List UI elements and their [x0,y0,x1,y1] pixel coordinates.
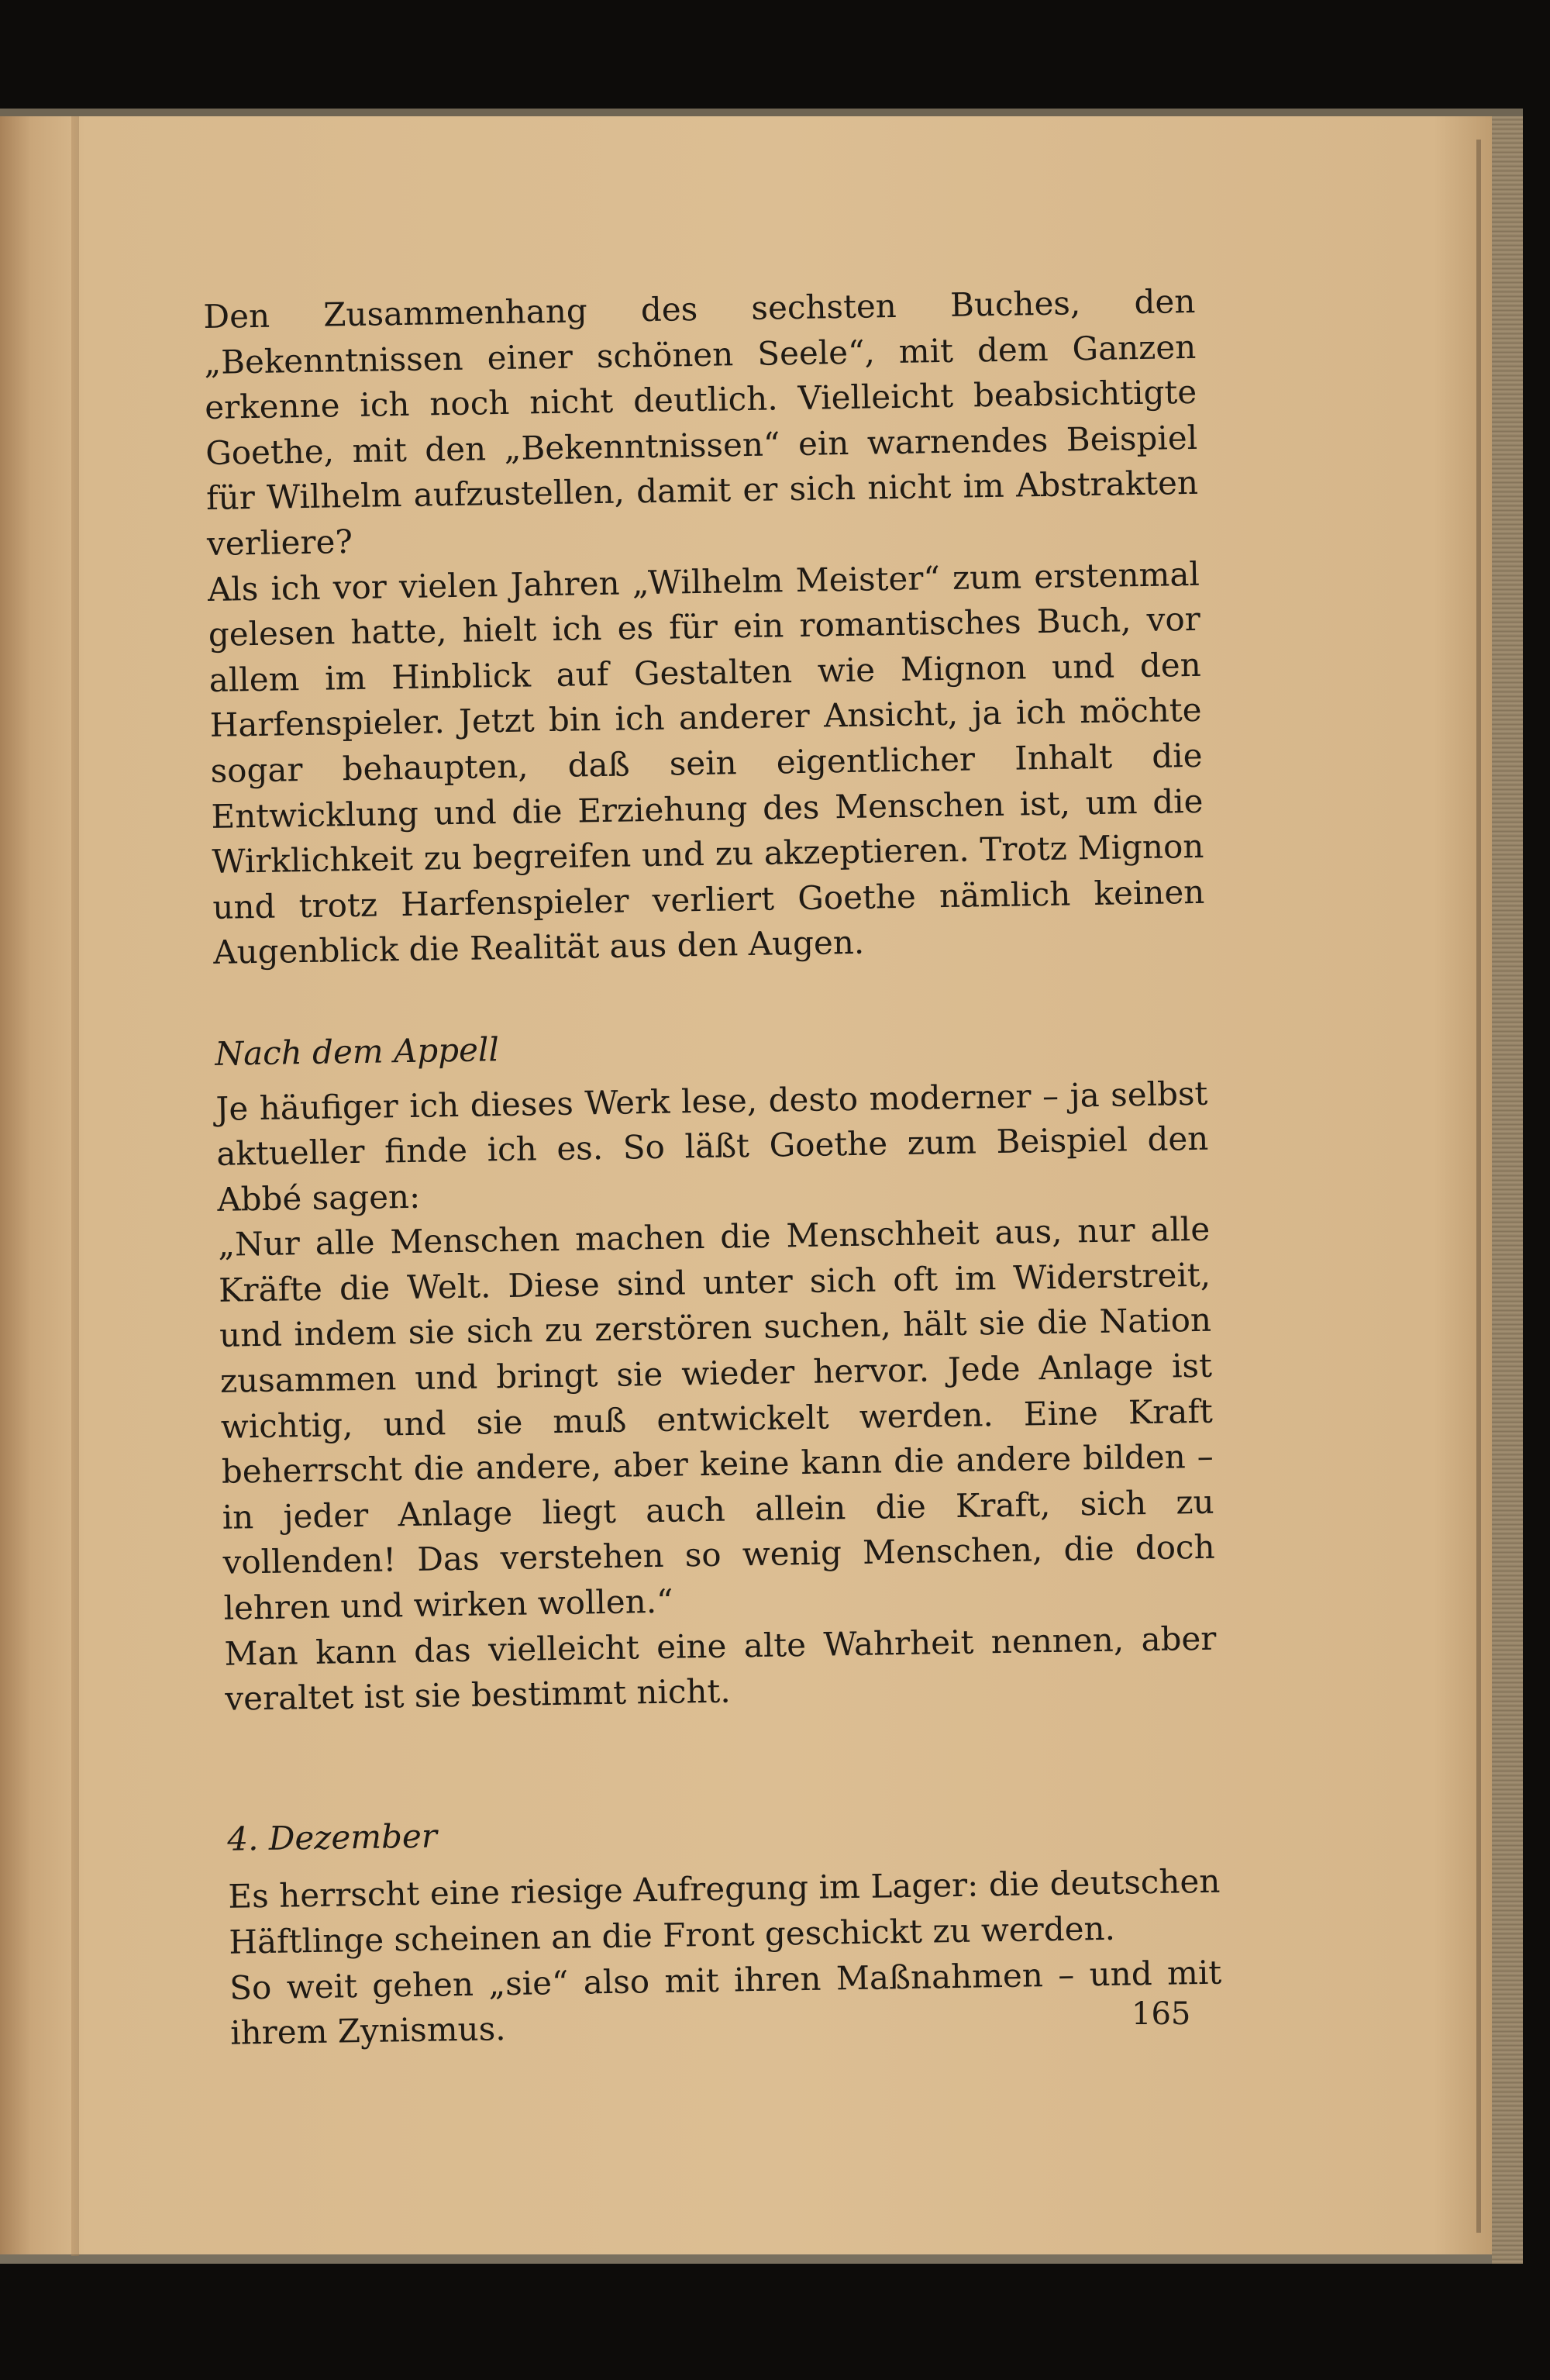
page-gutter-shadow [71,116,79,2256]
paragraph: Man kann das vielleicht eine alte Wahrheit nennen, aber veraltet ist sie bestimmt nicht. [224,1619,1217,1718]
page-number: 165 [1132,1996,1191,2032]
page-edge-line [1476,140,1481,2233]
paragraph: Je häufiger ich dieses Werk lese, desto moderner – ja selbst aktueller finde ich es. So läßt Goethe zum Beispiel den Abbé sagen: [215,1074,1209,1219]
page-body [203,279,1223,2057]
paragraph: Als ich vor vielen Jahren „Wilhelm Meister“ zum erstenmal gelesen hatte, hielt ich es für ein romantisches Buch, vor allem im Hinblick auf Gestalten wie Mignon und den Harfenspieler. Jetzt bin ich anderer Ansicht, ja ich möchte sogar behaupten, daß sein eigentlicher Inhalt die Entwicklung und die Erziehung des Menschen ist, um die Wirklichkeit zu begreifen und zu akzeptieren. Trotz Mignon und trotz Harfenspieler verliert Goethe nämlich keinen Augenblick die Realität aus den Augen. [207,554,1205,972]
section-heading-date: 4. Dezember [226,1816,438,1858]
paragraph: Es herrscht eine riesige Aufregung im Lager: die deutschen Häftlinge scheinen an die Front geschickt zu werden. [228,1862,1221,1961]
section-heading-appell: Nach dem Appell [214,1030,500,1073]
page-stack-edge [1492,116,1523,2264]
quote-paragraph: „Nur alle Menschen machen die Menschheit aus, nur alle Kräfte die Welt. Diese sind unter sich oft im Widerstreit, und indem sie sich zu zerstören suchen, hält sie die Nation zusammen und bringt sie wieder hervor. Jede Anlage ist wichtig, und sie muß entwickelt werden. Eine Kraft beherrscht die andere, aber keine kann die andere bilden – in jeder Anlage liegt auch allein die Kraft, sich zu vollenden! Das verstehen so wenig Menschen, die doch lehren und wirken wollen.“ [217,1210,1215,1627]
paragraph: Den Zusammenhang des sechsten Buches, den „Bekenntnissen einer schönen Seele“, mit dem Ganzen erkenne ich noch nicht deutlich. Vielleicht beabsichtigte Goethe, mit den „Bekenntnissen“ ein warnendes Beispiel für Wilhelm aufzustellen, damit er sich nicht im Abstrakten verliere? [203,281,1199,563]
paragraph: So weit gehen „sie“ also mit ihren Maßnahmen – und mit ihrem Zynismus. [229,1953,1222,2052]
